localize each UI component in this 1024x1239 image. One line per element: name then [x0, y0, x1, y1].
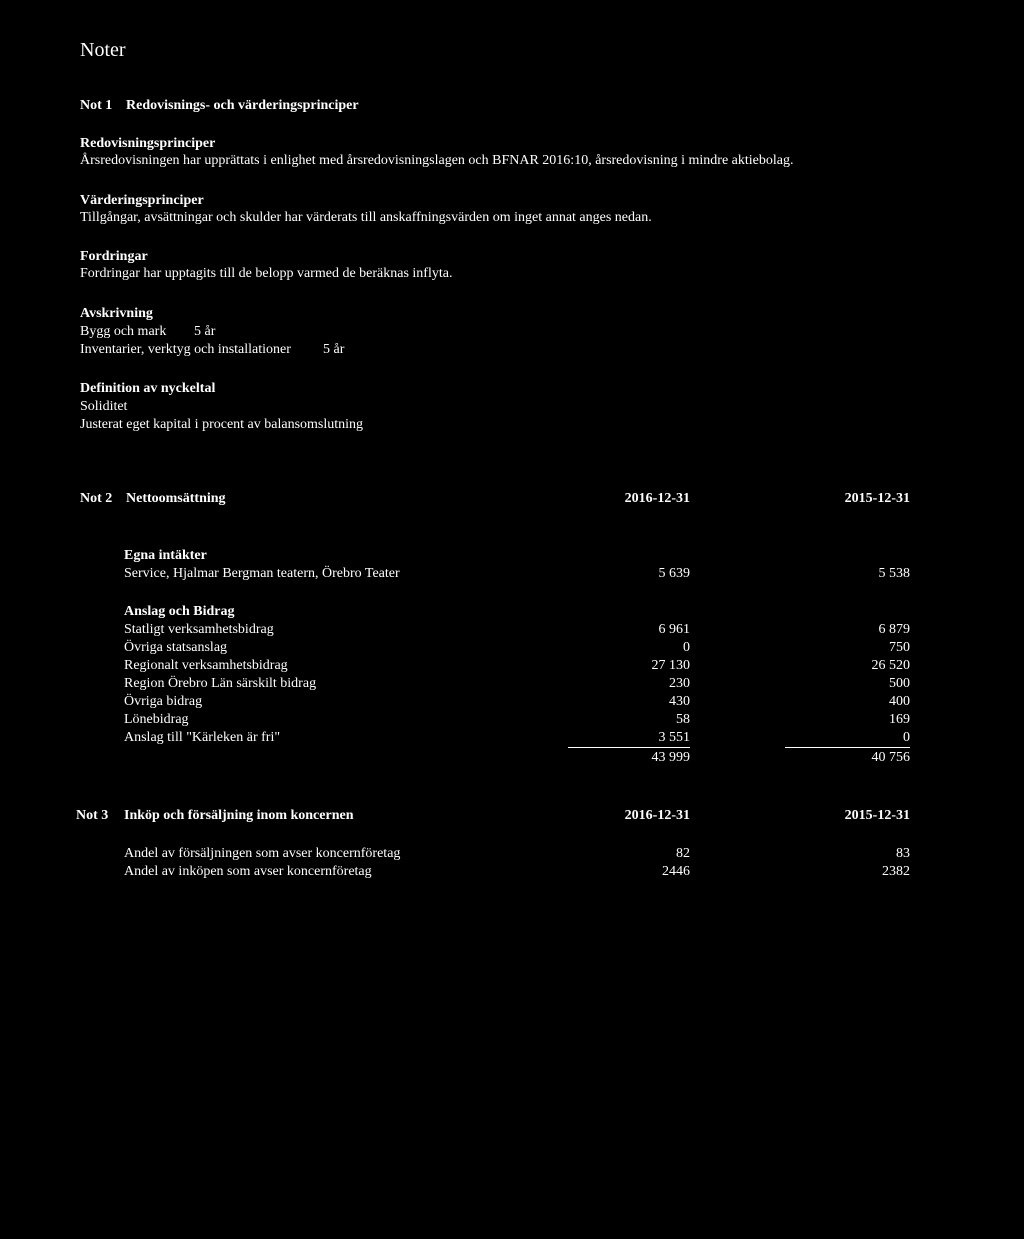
table-row-label: Statligt verksamhetsbidrag	[124, 622, 274, 637]
table-row-value-2015: 500	[889, 676, 910, 691]
table-row-value-2016: 82	[676, 846, 690, 861]
note-2-col-2015: 2015-12-31	[844, 491, 910, 506]
total-2015: 40 756	[871, 750, 910, 765]
table-row-label: Övriga statsanslag	[124, 640, 228, 655]
depreciation-value-bygg: 5 år	[194, 324, 216, 339]
section-title-varderingsprinciper: Värderingsprinciper	[80, 193, 204, 208]
table-row-label: Andel av inköpen som avser koncernföretag	[124, 864, 372, 879]
section-title-fordringar: Fordringar	[80, 249, 148, 264]
table-row-label: Region Örebro Län särskilt bidrag	[124, 676, 317, 691]
depreciation-title: Avskrivning	[80, 306, 153, 321]
section-text-varderingsprinciper: Tillgångar, avsättningar och skulder har värderats till anskaffningsvärden om inget annat anges nedan.	[80, 210, 652, 225]
note-3-col-2015: 2015-12-31	[844, 808, 910, 823]
grants-title: Anslag och Bidrag	[124, 604, 235, 619]
table-row-value-2015: 0	[903, 730, 910, 745]
note-3-col-2016: 2016-12-31	[624, 808, 690, 823]
kpi-definition: Justerat eget kapital i procent av balansomslutning	[80, 417, 364, 432]
sum-divider-2015	[785, 747, 910, 748]
table-row-value-2016: 6 961	[658, 622, 690, 637]
note-1-heading: Redovisnings- och värderingsprinciper	[126, 98, 359, 113]
own-income-title: Egna intäkter	[124, 548, 207, 563]
table-row-value-2015: 5 538	[878, 566, 910, 581]
note-2-col-2016: 2016-12-31	[624, 491, 690, 506]
kpi-name: Soliditet	[80, 399, 128, 414]
table-row-value-2016: 2446	[662, 864, 690, 879]
table-row-label: Övriga bidrag	[124, 694, 203, 709]
table-row-value-2015: 6 879	[878, 622, 910, 637]
depreciation-value-inventarier: 5 år	[323, 342, 345, 357]
total-2016: 43 999	[651, 750, 690, 765]
table-row-value-2016: 58	[676, 712, 690, 727]
table-row-value-2016: 3 551	[658, 730, 690, 745]
kpi-title: Definition av nyckeltal	[80, 381, 216, 396]
table-row-label: Lönebidrag	[124, 712, 189, 727]
section-title-redovisningsprinciper: Redovisningsprinciper	[80, 136, 216, 151]
table-row-value-2015: 26 520	[871, 658, 910, 673]
table-row-value-2015: 169	[889, 712, 910, 727]
table-row-value-2016: 430	[669, 694, 690, 709]
table-row-value-2015: 750	[889, 640, 910, 655]
table-row-label: Service, Hjalmar Bergman teatern, Örebro Teater	[124, 566, 400, 581]
table-row-value-2015: 2382	[882, 864, 910, 879]
table-row-label: Andel av försäljningen som avser koncernföretag	[124, 846, 401, 861]
note-2-number: Not 2	[80, 491, 113, 506]
table-row-value-2015: 83	[896, 846, 910, 861]
table-row-value-2015: 400	[889, 694, 910, 709]
note-3-number: Not 3	[76, 808, 109, 823]
note-2-heading: Nettoomsättning	[126, 491, 226, 506]
section-text-fordringar: Fordringar har upptagits till de belopp varmed de beräknas inflyta.	[80, 266, 453, 281]
table-row-value-2016: 230	[669, 676, 690, 691]
table-row-label: Anslag till "Kärleken är fri"	[124, 730, 281, 745]
note-1-number: Not 1	[80, 98, 113, 113]
table-row-label: Regionalt verksamhetsbidrag	[124, 658, 288, 673]
depreciation-label-inventarier: Inventarier, verktyg och installationer	[80, 342, 291, 357]
section-text-redovisningsprinciper: Årsredovisningen har upprättats i enlighet med årsredovisningslagen och BFNAR 2016:10, årsredovisning i mindre aktiebolag.	[80, 153, 794, 168]
table-row-value-2016: 5 639	[658, 566, 690, 581]
note-3-heading: Inköp och försäljning inom koncernen	[124, 808, 354, 823]
page-title: Noter	[80, 39, 126, 61]
depreciation-label-bygg: Bygg och mark	[80, 324, 167, 339]
sum-divider-2016	[568, 747, 690, 748]
table-row-value-2016: 0	[683, 640, 690, 655]
table-row-value-2016: 27 130	[651, 658, 690, 673]
